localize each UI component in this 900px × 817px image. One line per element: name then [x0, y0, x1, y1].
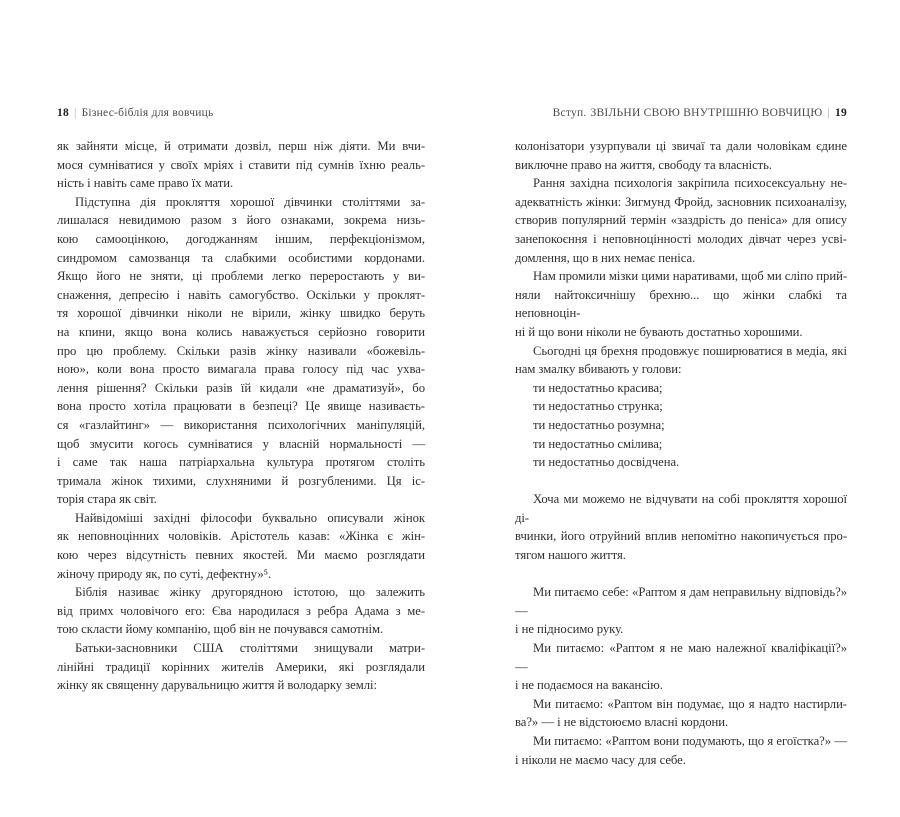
- list-item: ти недостатньо красива;: [533, 380, 663, 395]
- text-line: і не подаємося на вакансію.: [515, 678, 663, 693]
- text-line: як зайняти місце, й отримати дозвіл, перш ніж діяти. Ми вчи-: [57, 139, 425, 153]
- text-line: від примх чоловічого его: Єва народилася з ребра Адама з ме-: [57, 603, 425, 618]
- text-line: Підступна дія прокляття хорошої дівчинки століттями за-: [75, 194, 425, 209]
- paragraph: [515, 583, 847, 639]
- text-line: торія стара як світ.: [57, 492, 157, 507]
- page-left: [57, 106, 425, 695]
- paragraph: [57, 583, 425, 639]
- text-line: ність і навіть саме право їх мати.: [57, 176, 234, 191]
- header-separator: |: [74, 107, 77, 119]
- text-line: Хоча ми можемо не відчувати на собі прокляття хорошої ді-: [515, 492, 847, 525]
- text-line: тримала жінок тихими, слухняними й розгубленими. Ця іс-: [57, 473, 425, 488]
- text-line: і ніколи не маємо часу для себе.: [515, 752, 686, 767]
- running-title-right: ЗВІЛЬНИ СВОЮ ВНУТРІШНЮ ВОВЧИЦЮ: [590, 107, 823, 119]
- text-line: Батьки-засновники США століттями знищували матри-: [75, 641, 425, 656]
- paragraph: [515, 174, 847, 267]
- running-header-right: [515, 106, 847, 120]
- text-line: лінійні традиції корінних жителів Америки, які розглядали: [57, 659, 425, 674]
- paragraph: [515, 639, 847, 695]
- text-line: снаження, депресію і навіть самогубство. Оскільки у проклят-: [57, 287, 425, 302]
- list-item: ти недостатньо смілива;: [533, 436, 663, 451]
- page-number-right: 19: [835, 107, 847, 119]
- paragraph: [515, 732, 847, 769]
- text-line: лення рішення? Скільки разів їй кидали «не драматизуй», бо: [57, 380, 425, 395]
- paragraph: [57, 509, 425, 583]
- paragraph: [57, 193, 425, 509]
- text-line: створив популярний термін «заздрість до пеніса» для опису: [515, 213, 847, 228]
- text-line: синдромом самозванця та слабкими особистими кордонами.: [57, 250, 425, 265]
- text-line: мося сумніватися у своїх мріях і ставити під сумнів їхню реаль-: [57, 157, 425, 172]
- paragraph: [57, 639, 425, 695]
- text-line: Якщо його не зняти, ці проблеми легко переростають у ви-: [57, 269, 425, 284]
- text-line: ся «газлайтинг» — використання психологічних маніпуляцій,: [57, 417, 425, 432]
- text-line: жіночу природу як, по суті, дефектну»⁵.: [57, 566, 272, 581]
- text-line: про цю проблему. Скільки разів жінку називали «божевіль-: [57, 343, 425, 358]
- text-line: Ми питаємо: «Раптом я не маю належної кваліфікації?» —: [515, 641, 847, 674]
- paragraph: [515, 267, 847, 341]
- text-line: Сьогодні ця брехня продовжує поширюватися в медіа, які: [533, 343, 847, 358]
- header-separator: |: [827, 107, 830, 119]
- text-line: нам змалку вбивають у голови:: [515, 362, 682, 377]
- text-line: кою через відсутність певних якостей. Ми маємо розглядати: [57, 548, 425, 563]
- text-line: вчинки, його отруйний вплив непомітно накопичується про-: [515, 529, 847, 544]
- paragraph: [515, 342, 847, 379]
- page-number-left: 18: [57, 107, 69, 119]
- text-line: тя хорошої дівчинки ніколи не вірили, жінку швидко беруть: [57, 306, 425, 321]
- text-line: виключне право на життя, свободу та власність.: [515, 157, 773, 172]
- text-line: лишалася невидимою разом з його ознаками, зокрема низь-: [57, 213, 425, 228]
- text-line: вона просто хотіла працювати в безпеці? Це явище називаєть-: [57, 399, 425, 414]
- text-line: на кпини, якщо вона колись наважується серйозно говорити: [57, 324, 425, 339]
- paragraph: [515, 490, 847, 564]
- paragraph: [515, 695, 847, 732]
- text-line: занепокоєння і неповноцінності молодих дівчат через усві-: [515, 231, 847, 246]
- running-title-left: Бізнес-біблія для вовчиць: [81, 107, 214, 119]
- text-line: кою самооцінкою, догоджанням іншим, перфекціонізмом,: [57, 231, 425, 246]
- text-line: і саме так наша патріархальна культура протягом століть: [57, 455, 425, 470]
- text-line: Ми питаємо: «Раптом вони подумають, що я егоїстка?» —: [533, 734, 847, 748]
- text-line: жінку як священну дарувальницю життя й володарку землі:: [57, 678, 377, 693]
- page-right: [515, 106, 847, 769]
- text-line: ною», коли вона просто вимагала права голосу під час ухва-: [57, 362, 425, 377]
- text-line: адекватність жінки: Зигмунд Фройд, засновник психоаналізу,: [515, 194, 847, 209]
- paragraph: [515, 137, 847, 174]
- text-line: і не підносимо руку.: [515, 622, 624, 637]
- text-line: тою скласти йому компанію, щоб він не почувався самотнім.: [57, 622, 384, 637]
- text-line: Рання західна психологія закріпила психосексуальну не-: [533, 176, 847, 191]
- text-line: ні й що вони ніколи не бувають достатньо хорошими.: [515, 324, 803, 339]
- text-line: щоб змусити когось сумніватися у власній нормальності —: [57, 436, 425, 451]
- list-item: ти недостатньо струнка;: [533, 399, 663, 414]
- page-body-left: [57, 137, 425, 695]
- text-line: домлення, що в них немає пеніса.: [515, 250, 696, 265]
- text-line: колонізатори узурпували ці звичаї та дали чоловікам єдине: [515, 139, 847, 153]
- text-line: Ми питаємо: «Раптом він подумає, що я надто настирли-: [533, 696, 847, 711]
- paragraph: [57, 137, 425, 193]
- text-line: як неповноцінних чоловіків. Арістотель казав: «Жінка є жін-: [57, 529, 425, 544]
- section-label: Вступ.: [552, 107, 587, 119]
- text-line: няли найтоксичнішу брехню... що жінки слабкі та неповноцін-: [515, 287, 847, 321]
- text-line: Біблія називає жінку другорядною істотою, що залежить: [75, 585, 425, 600]
- list-item: ти недостатньо розумна;: [533, 417, 665, 432]
- running-header-left: [57, 106, 425, 120]
- text-line: Ми питаємо себе: «Раптом я дам неправильну відповідь?» —: [515, 585, 847, 618]
- text-line: ва?» — і не відстоюємо власні кордони.: [515, 715, 729, 730]
- text-line: тягом нашого життя.: [515, 548, 626, 563]
- text-line: Найвідоміші західні філософи буквально описували жінок: [75, 510, 425, 525]
- page-body-right: [515, 137, 847, 769]
- list-item: ти недостатньо досвідчена.: [533, 455, 680, 470]
- text-line: Нам промили мізки цими наративами, щоб ми сліпо прий-: [533, 269, 847, 284]
